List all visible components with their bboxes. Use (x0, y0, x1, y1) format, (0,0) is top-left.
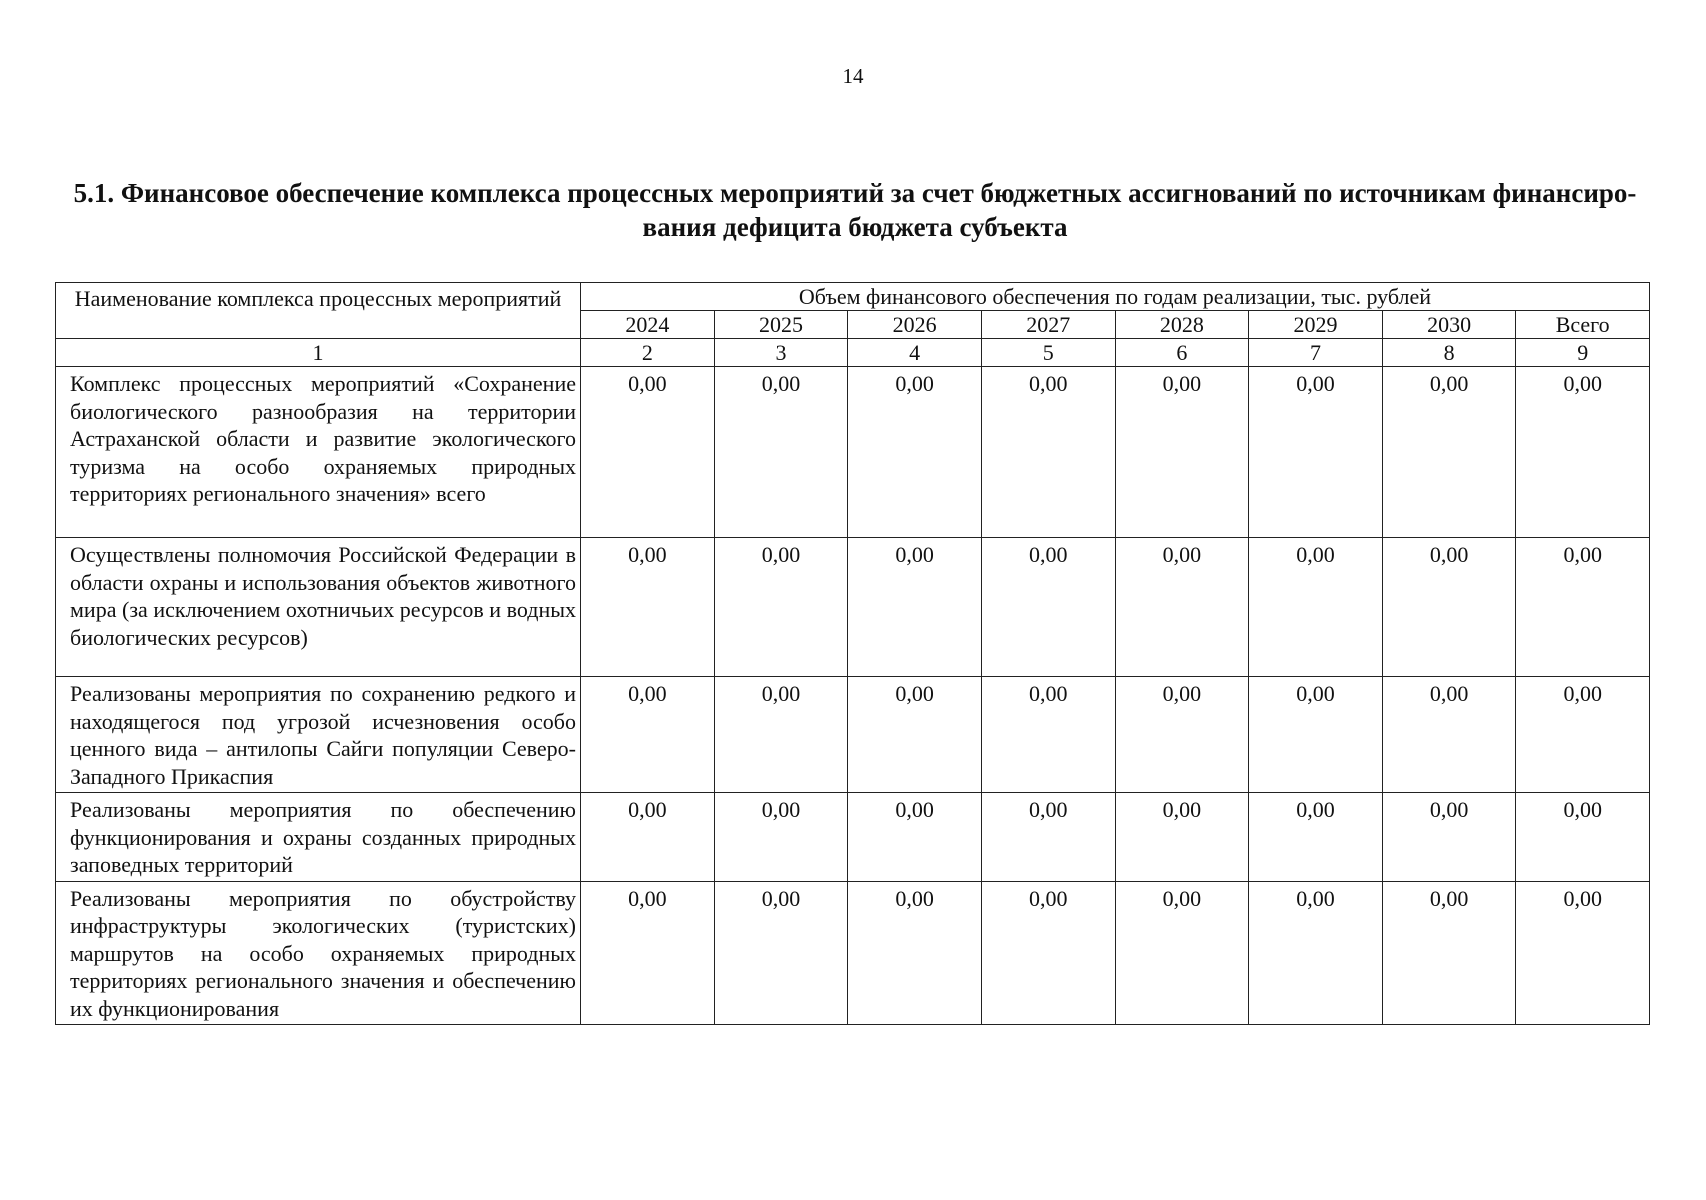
header-column-numbers-row (56, 339, 1650, 367)
row-value: 0,00 (1249, 793, 1383, 882)
row-value: 0,00 (1382, 367, 1516, 538)
row-value: 0,00 (581, 677, 715, 793)
row-value: 0,00 (1249, 881, 1383, 1025)
row-value: 0,00 (1115, 538, 1249, 677)
header-year: 2030 (1382, 311, 1516, 339)
column-number: 9 (1516, 339, 1650, 367)
row-value: 0,00 (981, 677, 1115, 793)
section-title-line-2: вания дефицита бюджета субъекта (642, 212, 1068, 242)
table-row (56, 793, 1650, 882)
header-total: Всего (1516, 311, 1650, 339)
financing-table (55, 282, 1650, 1025)
row-value: 0,00 (1115, 677, 1249, 793)
header-funding-group: Объем финансового обеспечения по годам реализации, тыс. рублей (581, 283, 1650, 311)
column-number: 5 (981, 339, 1115, 367)
header-year: 2029 (1249, 311, 1383, 339)
column-number: 3 (714, 339, 848, 367)
row-value: 0,00 (1516, 538, 1650, 677)
row-value: 0,00 (1382, 538, 1516, 677)
row-value: 0,00 (1516, 793, 1650, 882)
row-value: 0,00 (714, 367, 848, 538)
row-name: Осуществлены полномочия Российской Федерации в области охраны и использования объектов животного мира (за исключением охотничьих ресурсов и водных биологических ресурсов) (56, 538, 581, 677)
row-value: 0,00 (714, 538, 848, 677)
row-value: 0,00 (848, 793, 982, 882)
row-value: 0,00 (581, 367, 715, 538)
row-value: 0,00 (1382, 677, 1516, 793)
table-row (56, 881, 1650, 1025)
column-number: 6 (1115, 339, 1249, 367)
row-value: 0,00 (1249, 367, 1383, 538)
section-title-line-1: 5.1. Финансовое обеспечение комплекса процессных мероприятий за счет бюджетных ассигнований по источникам финансиро- (73, 178, 1637, 208)
header-year: 2026 (848, 311, 982, 339)
page-number: 14 (842, 64, 864, 88)
row-value: 0,00 (848, 367, 982, 538)
row-value: 0,00 (581, 881, 715, 1025)
row-value: 0,00 (1516, 677, 1650, 793)
row-value: 0,00 (1115, 881, 1249, 1025)
row-value: 0,00 (581, 538, 715, 677)
row-value: 0,00 (1382, 793, 1516, 882)
row-value: 0,00 (1115, 367, 1249, 538)
column-number: 7 (1249, 339, 1383, 367)
row-value: 0,00 (1516, 367, 1650, 538)
row-name: Комплекс процессных мероприятий «Сохранение биологического разнообразия на территории Астраханской области и развитие экологического туризма на особо охраняемых природных территориях регионального значения» всего (56, 367, 581, 538)
row-name: Реализованы мероприятия по обеспечению функционирования и охраны созданных природных заповедных территорий (56, 793, 581, 882)
row-value: 0,00 (714, 881, 848, 1025)
row-value: 0,00 (1382, 881, 1516, 1025)
row-value: 0,00 (1249, 677, 1383, 793)
row-value: 0,00 (848, 677, 982, 793)
row-value: 0,00 (848, 538, 982, 677)
header-year: 2025 (714, 311, 848, 339)
row-value: 0,00 (981, 538, 1115, 677)
row-value: 0,00 (981, 367, 1115, 538)
row-value: 0,00 (1516, 881, 1650, 1025)
row-value: 0,00 (981, 793, 1115, 882)
row-name: Реализованы мероприятия по обустройству инфраструктуры экологических (туристских) маршрутов на особо охраняемых природных территориях регионального значения и обеспечению их функционирования (56, 881, 581, 1025)
row-name: Реализованы мероприятия по сохранению редкого и находящегося под угрозой исчезновения особо ценного вида – антилопы Сайги популяции Северо-Западного Прикаспия (56, 677, 581, 793)
section-title (60, 176, 1650, 244)
header-year: 2024 (581, 311, 715, 339)
header-year: 2027 (981, 311, 1115, 339)
row-value: 0,00 (848, 881, 982, 1025)
column-number: 8 (1382, 339, 1516, 367)
row-value: 0,00 (981, 881, 1115, 1025)
column-number: 1 (56, 339, 581, 367)
table-row (56, 538, 1650, 677)
column-number: 4 (848, 339, 982, 367)
header-name-column: Наименование комплекса процессных мероприятий (56, 283, 581, 339)
row-value: 0,00 (1249, 538, 1383, 677)
header-year: 2028 (1115, 311, 1249, 339)
table-row (56, 367, 1650, 538)
row-value: 0,00 (581, 793, 715, 882)
row-value: 0,00 (714, 793, 848, 882)
row-value: 0,00 (714, 677, 848, 793)
table-row (56, 677, 1650, 793)
row-value: 0,00 (1115, 793, 1249, 882)
column-number: 2 (581, 339, 715, 367)
